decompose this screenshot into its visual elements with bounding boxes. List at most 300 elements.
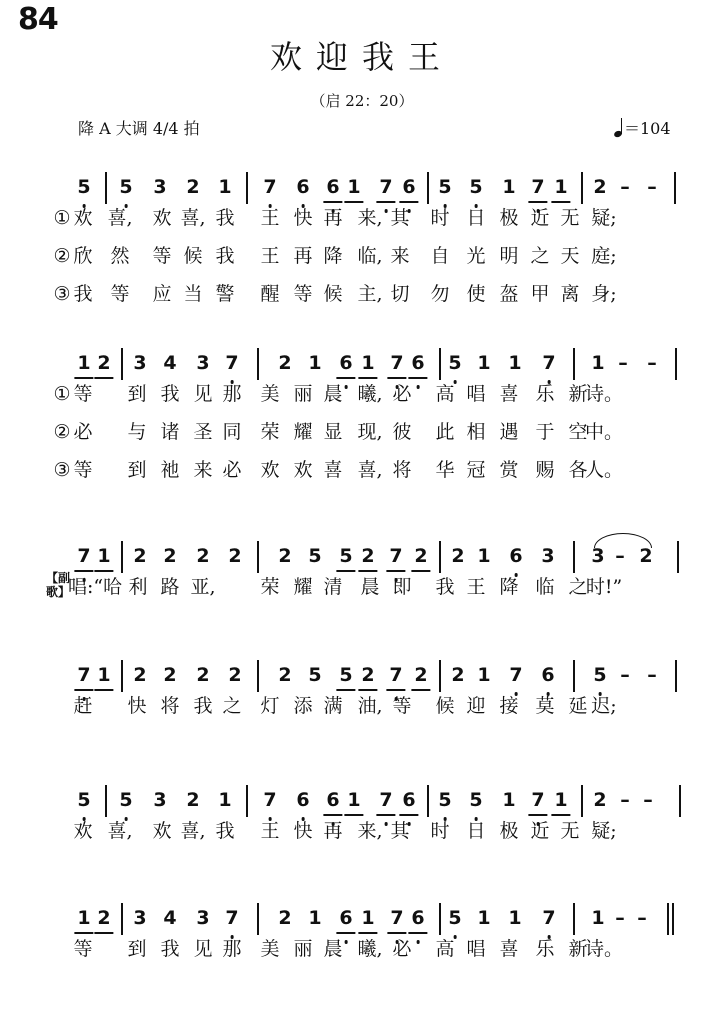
lyric-syllable: 等 bbox=[152, 245, 172, 267]
eighth-underline bbox=[323, 201, 342, 203]
lyric-syllable: 与 bbox=[127, 421, 147, 443]
barline bbox=[257, 903, 259, 935]
lyric-syllable: 冠 bbox=[466, 459, 486, 481]
barline bbox=[573, 348, 575, 380]
verse-number: ③ bbox=[53, 459, 71, 481]
eighth-underline bbox=[344, 201, 363, 203]
lyric-syllable: 再 bbox=[323, 207, 343, 229]
lyric-syllable: 各 bbox=[568, 459, 588, 481]
lyric-syllable: 之 bbox=[222, 695, 242, 717]
lyric-syllable: 那 bbox=[222, 938, 242, 960]
note: 1 bbox=[308, 352, 322, 374]
barline bbox=[573, 660, 575, 692]
eighth-underline bbox=[387, 932, 406, 934]
note: 1 bbox=[502, 789, 516, 811]
note: 3 bbox=[196, 352, 210, 374]
lyric-syllable: 诸 bbox=[160, 421, 180, 443]
lyric-syllable: 诗。 bbox=[584, 938, 624, 960]
lyric-syllable: 极 bbox=[499, 207, 519, 229]
eighth-underline bbox=[411, 689, 430, 691]
lyric-syllable: 赐 bbox=[535, 459, 555, 481]
eighth-underline bbox=[528, 201, 547, 203]
note: 2 bbox=[163, 664, 177, 686]
eighth-underline bbox=[74, 377, 93, 379]
lyric-syllable: 华 bbox=[435, 459, 455, 481]
lyric-syllable: 我 bbox=[215, 245, 235, 267]
note: 7 bbox=[263, 789, 276, 811]
dash-sustain: – bbox=[618, 352, 628, 374]
lyric-syllable: 遇 bbox=[499, 421, 519, 443]
dash-sustain: – bbox=[637, 907, 647, 929]
dash-sustain: – bbox=[643, 789, 653, 811]
note: 5 bbox=[448, 907, 461, 929]
note: 2 bbox=[186, 789, 200, 811]
barline bbox=[679, 785, 681, 817]
lyric-syllable: 醒 bbox=[260, 283, 280, 305]
lyric-syllable: 欢 bbox=[152, 207, 172, 229]
lyric-syllable: 美 bbox=[260, 383, 280, 405]
eighth-underline bbox=[336, 377, 355, 379]
note: 2 bbox=[278, 907, 292, 929]
lyric-syllable: 勿 bbox=[430, 283, 450, 305]
note: 5 bbox=[469, 176, 482, 198]
lyric-syllable: 应 bbox=[152, 283, 172, 305]
verse-number: ② bbox=[53, 245, 71, 267]
lyric-syllable: 必 bbox=[73, 421, 93, 443]
barline bbox=[667, 903, 669, 935]
lyric-syllable: 光 bbox=[466, 245, 486, 267]
lyric-syllable: 现, bbox=[357, 421, 383, 443]
lyric-syllable: 到 bbox=[127, 938, 147, 960]
lyric-syllable: 晨 bbox=[360, 576, 380, 598]
dash-sustain: – bbox=[615, 545, 625, 567]
lyric-syllable: 候 bbox=[183, 245, 203, 267]
lyric-syllable: 我 bbox=[215, 820, 235, 842]
lyric-syllable: 诗。 bbox=[584, 383, 624, 405]
lyric-syllable: 来, bbox=[357, 207, 383, 229]
note: 1 bbox=[77, 352, 90, 374]
note: 1 bbox=[477, 352, 491, 374]
note: 7 bbox=[390, 907, 403, 929]
notation-line bbox=[0, 660, 724, 700]
lyric-syllable: 油, bbox=[357, 695, 383, 717]
lyric-syllable: 我 bbox=[435, 576, 455, 598]
lyric-syllable: 日 bbox=[466, 820, 486, 842]
note: 1 bbox=[508, 907, 522, 929]
lyric-syllable: 新 bbox=[568, 938, 588, 960]
barline bbox=[121, 903, 123, 935]
lyric-syllable: 王 bbox=[260, 207, 280, 229]
lyric-syllable: 荣 bbox=[260, 421, 280, 443]
page-number: 84 bbox=[18, 2, 58, 37]
note: 2 bbox=[414, 664, 427, 686]
lyric-syllable: 耀 bbox=[293, 576, 313, 598]
barline bbox=[427, 785, 429, 817]
barline bbox=[257, 660, 259, 692]
lyric-syllable: 降 bbox=[323, 245, 343, 267]
eighth-underline bbox=[386, 689, 405, 691]
lyric-syllable: 时!” bbox=[585, 576, 623, 598]
lyric-syllable: 极 bbox=[499, 820, 519, 842]
lyric-syllable: 新 bbox=[568, 383, 588, 405]
notation-line bbox=[0, 172, 724, 212]
note: 1 bbox=[477, 907, 491, 929]
note: 6 bbox=[509, 545, 522, 567]
note: 7 bbox=[379, 789, 392, 811]
lyric-syllable: 欣 bbox=[73, 245, 93, 267]
lyric-syllable: 高 bbox=[435, 383, 455, 405]
barline bbox=[257, 541, 259, 573]
note: 3 bbox=[591, 545, 605, 567]
note: 2 bbox=[97, 907, 110, 929]
eighth-underline bbox=[74, 689, 93, 691]
verse-number: ① bbox=[53, 383, 71, 405]
lyric-line bbox=[0, 383, 724, 407]
notation-line bbox=[0, 348, 724, 388]
note: 2 bbox=[196, 545, 210, 567]
lyric-syllable: 曦, bbox=[357, 383, 383, 405]
lyric-syllable: 之 bbox=[568, 576, 588, 598]
barline bbox=[573, 541, 575, 573]
lyric-syllable: 王 bbox=[466, 576, 486, 598]
lyric-syllable: 自 bbox=[430, 245, 450, 267]
lyric-line bbox=[0, 421, 724, 445]
note: 5 bbox=[119, 789, 132, 811]
lyric-syllable: 欢 bbox=[73, 820, 93, 842]
lyric-syllable: 丽 bbox=[293, 938, 313, 960]
lyric-syllable: 唱 bbox=[466, 938, 486, 960]
barline bbox=[121, 541, 123, 573]
lyric-syllable: 我 bbox=[73, 283, 93, 305]
eighth-underline bbox=[399, 814, 418, 816]
lyric-syllable: 见 bbox=[193, 383, 213, 405]
note: 1 bbox=[554, 176, 567, 198]
note: 1 bbox=[308, 907, 322, 929]
note: 7 bbox=[379, 176, 392, 198]
lyric-line bbox=[0, 245, 724, 269]
tie-arc bbox=[594, 533, 652, 548]
note: 4 bbox=[163, 352, 177, 374]
note: 2 bbox=[593, 789, 607, 811]
lyric-syllable: 喜, bbox=[180, 820, 206, 842]
dash-sustain: – bbox=[620, 176, 630, 198]
lyric-syllable: 警 bbox=[215, 283, 235, 305]
lyric-syllable: 美 bbox=[260, 938, 280, 960]
quarter-note-icon bbox=[614, 119, 624, 137]
note: 1 bbox=[97, 545, 110, 567]
dash-sustain: – bbox=[615, 907, 625, 929]
barline bbox=[675, 660, 677, 692]
note: 2 bbox=[593, 176, 607, 198]
lyric-syllable: 近 bbox=[530, 820, 550, 842]
barline bbox=[105, 785, 107, 817]
verse-number: ② bbox=[53, 421, 71, 443]
note: 2 bbox=[133, 664, 147, 686]
eighth-underline bbox=[376, 201, 395, 203]
note: 5 bbox=[308, 664, 322, 686]
lyric-syllable: 此 bbox=[435, 421, 455, 443]
eighth-underline bbox=[358, 689, 377, 691]
lyric-syllable: 喜, bbox=[107, 207, 133, 229]
note: 7 bbox=[389, 545, 402, 567]
note: 1 bbox=[554, 789, 567, 811]
note: 3 bbox=[153, 176, 167, 198]
lyric-syllable: 甲 bbox=[530, 283, 550, 305]
note: 7 bbox=[77, 545, 90, 567]
lyric-syllable: 接 bbox=[499, 695, 519, 717]
lyric-syllable: 莫 bbox=[535, 695, 555, 717]
lyric-syllable: 身; bbox=[591, 283, 617, 305]
note: 2 bbox=[361, 664, 374, 686]
note: 7 bbox=[531, 789, 544, 811]
note: 2 bbox=[133, 545, 147, 567]
lyric-syllable: 天 bbox=[560, 245, 580, 267]
dash-sustain: – bbox=[620, 664, 630, 686]
lyric-syllable: 近 bbox=[530, 207, 550, 229]
lyric-syllable: 迎 bbox=[466, 695, 486, 717]
lyric-syllable: 快 bbox=[127, 695, 147, 717]
lyric-syllable: 等 bbox=[110, 283, 130, 305]
note: 1 bbox=[361, 907, 374, 929]
refrain-lead-text: 唱:“哈 bbox=[68, 576, 123, 598]
refrain-label: 【副歌】 bbox=[46, 571, 71, 599]
eighth-underline bbox=[74, 570, 93, 572]
note: 1 bbox=[361, 352, 374, 374]
lyric-syllable: 于 bbox=[535, 421, 555, 443]
barline bbox=[581, 785, 583, 817]
note: 5 bbox=[438, 176, 451, 198]
lyric-syllable: 喜, bbox=[107, 820, 133, 842]
lyric-syllable: 必 bbox=[392, 383, 412, 405]
eighth-underline bbox=[411, 570, 430, 572]
note: 6 bbox=[296, 789, 309, 811]
eighth-underline bbox=[94, 570, 113, 572]
lyric-syllable: 当 bbox=[183, 283, 203, 305]
lyric-syllable: 亚, bbox=[190, 576, 216, 598]
lyric-syllable: 欢 bbox=[293, 459, 313, 481]
lyric-syllable: 时 bbox=[430, 820, 450, 842]
lyric-syllable: 主, bbox=[357, 283, 383, 305]
lyric-syllable: 喜 bbox=[499, 383, 519, 405]
eighth-underline bbox=[94, 377, 113, 379]
lyric-syllable: 必 bbox=[392, 938, 412, 960]
lyric-syllable: 见 bbox=[193, 938, 213, 960]
lyric-syllable: 使 bbox=[466, 283, 486, 305]
note: 2 bbox=[278, 664, 292, 686]
note: 5 bbox=[593, 664, 606, 686]
note: 2 bbox=[196, 664, 210, 686]
lyric-syllable: 灯 bbox=[260, 695, 280, 717]
note: 2 bbox=[278, 545, 292, 567]
eighth-underline bbox=[358, 932, 377, 934]
lyric-syllable: 等 bbox=[73, 938, 93, 960]
lyric-syllable: 疑; bbox=[591, 207, 617, 229]
note: 6 bbox=[339, 907, 352, 929]
note: 6 bbox=[402, 176, 415, 198]
barline bbox=[439, 541, 441, 573]
lyric-syllable: 欢 bbox=[260, 459, 280, 481]
lyric-syllable: 唱 bbox=[466, 383, 486, 405]
barline bbox=[121, 348, 123, 380]
lyric-syllable: 中。 bbox=[584, 421, 624, 443]
lyric-syllable: 喜, bbox=[180, 207, 206, 229]
lyric-syllable: 然 bbox=[110, 245, 130, 267]
lyric-line bbox=[0, 459, 724, 483]
eighth-underline bbox=[336, 570, 355, 572]
lyric-syllable: 满 bbox=[323, 695, 343, 717]
lyric-syllable: 到 bbox=[127, 383, 147, 405]
lyric-syllable: 临 bbox=[535, 576, 555, 598]
lyric-line bbox=[0, 283, 724, 307]
lyric-syllable: 乐 bbox=[535, 383, 555, 405]
note: 3 bbox=[196, 907, 210, 929]
lyric-syllable: 等 bbox=[293, 283, 313, 305]
key-and-time-signature: 降 A 大调 4/4 拍 bbox=[78, 119, 200, 138]
verse-number: ① bbox=[53, 207, 71, 229]
lyric-syllable: 候 bbox=[323, 283, 343, 305]
lyric-syllable: 晨 bbox=[323, 938, 343, 960]
note: 2 bbox=[451, 664, 465, 686]
lyric-line bbox=[0, 695, 724, 719]
lyric-syllable: 来 bbox=[390, 245, 410, 267]
dash-sustain: – bbox=[647, 176, 657, 198]
barline bbox=[439, 660, 441, 692]
note: 5 bbox=[339, 664, 352, 686]
lyric-syllable: 我 bbox=[160, 383, 180, 405]
lyric-syllable: 路 bbox=[160, 576, 180, 598]
eighth-underline bbox=[551, 201, 570, 203]
notation-line bbox=[0, 903, 724, 943]
eighth-underline bbox=[408, 932, 427, 934]
note: 2 bbox=[228, 664, 242, 686]
lyric-syllable: 将 bbox=[160, 695, 180, 717]
lyric-syllable: 候 bbox=[435, 695, 455, 717]
lyric-syllable: 那 bbox=[222, 383, 242, 405]
lyric-syllable: 喜 bbox=[323, 459, 343, 481]
lyric-line bbox=[0, 576, 724, 600]
lyric-syllable: 无 bbox=[560, 207, 580, 229]
note: 7 bbox=[389, 664, 402, 686]
note: 6 bbox=[339, 352, 352, 374]
lyric-syllable: 利 bbox=[128, 576, 148, 598]
lyric-syllable: 乐 bbox=[535, 938, 555, 960]
lyric-syllable: 疑; bbox=[591, 820, 617, 842]
lyric-syllable: 彼 bbox=[392, 421, 412, 443]
barline bbox=[105, 172, 107, 204]
lyric-syllable: 将 bbox=[392, 459, 412, 481]
eighth-underline bbox=[528, 814, 547, 816]
note: 2 bbox=[97, 352, 110, 374]
lyric-syllable: 我 bbox=[193, 695, 213, 717]
lyric-syllable: 我 bbox=[160, 938, 180, 960]
lyric-syllable: 盔 bbox=[499, 283, 519, 305]
lyric-syllable: 圣 bbox=[193, 421, 213, 443]
eighth-underline bbox=[358, 377, 377, 379]
final-barline bbox=[672, 903, 674, 935]
lyric-syllable: 赶 bbox=[73, 695, 93, 717]
lyric-syllable: 欢 bbox=[73, 207, 93, 229]
note: 7 bbox=[542, 907, 555, 929]
lyric-syllable: 时 bbox=[430, 207, 450, 229]
lyric-syllable: 同 bbox=[222, 421, 242, 443]
lyric-syllable: 耀 bbox=[293, 421, 313, 443]
note: 2 bbox=[228, 545, 242, 567]
note: 2 bbox=[186, 176, 200, 198]
note: 4 bbox=[163, 907, 177, 929]
note: 2 bbox=[639, 545, 653, 567]
note: 1 bbox=[591, 907, 605, 929]
tempo-value: ＝104 bbox=[624, 119, 671, 138]
lyric-syllable: 显 bbox=[323, 421, 343, 443]
scripture-reference: （启 22：20） bbox=[310, 92, 414, 110]
dash-sustain: – bbox=[620, 789, 630, 811]
lyric-syllable: 等 bbox=[392, 695, 412, 717]
lyric-syllable: 王 bbox=[260, 245, 280, 267]
barline bbox=[439, 348, 441, 380]
lyric-syllable: 再 bbox=[323, 820, 343, 842]
note: 5 bbox=[308, 545, 322, 567]
lyric-syllable: 晨 bbox=[323, 383, 343, 405]
note: 3 bbox=[133, 352, 147, 374]
barline bbox=[581, 172, 583, 204]
lyric-syllable: 即 bbox=[392, 576, 412, 598]
lyric-syllable: 其 bbox=[390, 207, 410, 229]
eighth-underline bbox=[336, 689, 355, 691]
note: 2 bbox=[163, 545, 177, 567]
verse-number: ③ bbox=[53, 283, 71, 305]
note: 1 bbox=[591, 352, 605, 374]
lyric-syllable: 离 bbox=[560, 283, 580, 305]
note: 1 bbox=[477, 545, 491, 567]
note: 2 bbox=[414, 545, 427, 567]
dash-sustain: – bbox=[647, 664, 657, 686]
barline bbox=[121, 660, 123, 692]
note: 5 bbox=[119, 176, 132, 198]
barline bbox=[677, 541, 679, 573]
lyric-syllable: 高 bbox=[435, 938, 455, 960]
note: 7 bbox=[225, 907, 238, 929]
note: 1 bbox=[347, 176, 360, 198]
lyric-syllable: 其 bbox=[390, 820, 410, 842]
note: 5 bbox=[77, 176, 90, 198]
eighth-underline bbox=[94, 932, 113, 934]
lyric-syllable: 快 bbox=[293, 207, 313, 229]
lyric-syllable: 之 bbox=[530, 245, 550, 267]
note: 7 bbox=[542, 352, 555, 374]
lyric-syllable: 我 bbox=[215, 207, 235, 229]
barline bbox=[257, 348, 259, 380]
lyric-syllable: 曦, bbox=[357, 938, 383, 960]
barline bbox=[573, 903, 575, 935]
lyric-syllable: 到 bbox=[127, 459, 147, 481]
dash-sustain: – bbox=[647, 352, 657, 374]
lyric-syllable: 丽 bbox=[293, 383, 313, 405]
note: 1 bbox=[508, 352, 522, 374]
barline bbox=[246, 172, 248, 204]
note: 1 bbox=[218, 176, 232, 198]
lyric-syllable: 迟; bbox=[591, 695, 617, 717]
lyric-syllable: 清 bbox=[323, 576, 343, 598]
lyric-syllable: 王 bbox=[260, 820, 280, 842]
note: 7 bbox=[77, 664, 90, 686]
eighth-underline bbox=[376, 814, 395, 816]
lyric-syllable: 等 bbox=[73, 459, 93, 481]
lyric-syllable: 人。 bbox=[584, 459, 624, 481]
note: 7 bbox=[225, 352, 238, 374]
note: 6 bbox=[402, 789, 415, 811]
note: 7 bbox=[390, 352, 403, 374]
lyric-syllable: 快 bbox=[293, 820, 313, 842]
